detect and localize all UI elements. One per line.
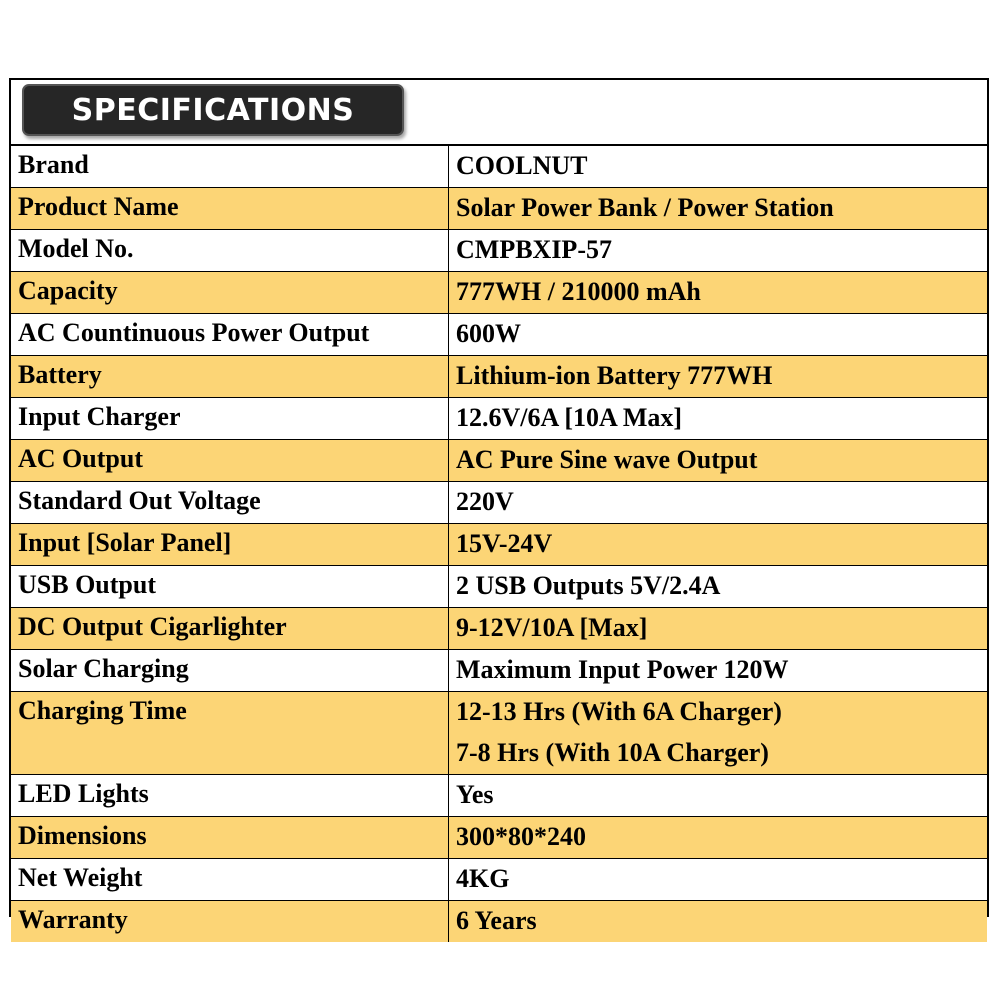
spec-value-line: CMPBXIP-57	[456, 235, 612, 264]
spec-row	[11, 230, 987, 272]
spec-label: Solar Charging	[11, 650, 449, 692]
spec-row	[11, 314, 987, 356]
spec-value	[449, 566, 988, 608]
spec-value	[449, 230, 988, 272]
header-row	[11, 80, 987, 146]
specifications-table	[11, 146, 987, 942]
spec-row	[11, 188, 987, 230]
specifications-badge	[22, 84, 404, 136]
spec-row	[11, 146, 987, 188]
spec-value-line: COOLNUT	[456, 151, 588, 180]
spec-row	[11, 566, 987, 608]
spec-value	[449, 692, 988, 775]
spec-value-line: 12.6V/6A [10A Max]	[456, 403, 683, 432]
spec-value	[449, 356, 988, 398]
spec-label: AC Output	[11, 440, 449, 482]
spec-value-line: 600W	[456, 319, 521, 348]
spec-label: AC Countinuous Power Output	[11, 314, 449, 356]
spec-value	[449, 524, 988, 566]
spec-value	[449, 398, 988, 440]
spec-value-line: 220V	[456, 487, 514, 516]
spec-label: Model No.	[11, 230, 449, 272]
specifications-table-body	[11, 146, 987, 942]
spec-label: Product Name	[11, 188, 449, 230]
spec-value-line: 777WH / 210000 mAh	[456, 277, 701, 306]
spec-value-line: Solar Power Bank / Power Station	[456, 193, 834, 222]
spec-value	[449, 608, 988, 650]
spec-value-line: 2 USB Outputs 5V/2.4A	[456, 571, 721, 600]
spec-row	[11, 901, 987, 943]
spec-value-line: 9-12V/10A [Max]	[456, 613, 648, 642]
spec-value	[449, 272, 988, 314]
spec-value-line: 15V-24V	[456, 529, 553, 558]
spec-label: Net Weight	[11, 859, 449, 901]
spec-row	[11, 398, 987, 440]
spec-label: Brand	[11, 146, 449, 188]
spec-row	[11, 440, 987, 482]
spec-row	[11, 650, 987, 692]
spec-row	[11, 356, 987, 398]
spec-label: Input [Solar Panel]	[11, 524, 449, 566]
spec-row	[11, 272, 987, 314]
spec-value-line: Lithium-ion Battery 777WH	[456, 361, 773, 390]
spec-label: Capacity	[11, 272, 449, 314]
spec-value	[449, 817, 988, 859]
spec-label: Input Charger	[11, 398, 449, 440]
spec-row	[11, 692, 987, 775]
spec-row	[11, 859, 987, 901]
spec-row	[11, 608, 987, 650]
spec-label: USB Output	[11, 566, 449, 608]
spec-row	[11, 775, 987, 817]
spec-value-line: Yes	[456, 780, 494, 809]
spec-label: Charging Time	[11, 692, 449, 775]
spec-value	[449, 482, 988, 524]
spec-value-line: 4KG	[456, 864, 510, 893]
spec-value	[449, 901, 988, 943]
spec-value-line: 300*80*240	[456, 822, 586, 851]
spec-label: Battery	[11, 356, 449, 398]
spec-value	[449, 440, 988, 482]
spec-row	[11, 482, 987, 524]
spec-value	[449, 314, 988, 356]
spec-value	[449, 650, 988, 692]
specifications-panel	[9, 78, 989, 935]
spec-value	[449, 775, 988, 817]
spec-value-line: AC Pure Sine wave Output	[456, 445, 758, 474]
spec-value	[449, 146, 988, 188]
spec-label: Warranty	[11, 901, 449, 943]
spec-value-line: 6 Years	[456, 906, 537, 935]
spec-value-line: 12-13 Hrs (With 6A Charger)	[456, 697, 782, 726]
spec-label: LED Lights	[11, 775, 449, 817]
spec-row	[11, 817, 987, 859]
spec-value	[449, 188, 988, 230]
spec-row	[11, 524, 987, 566]
spec-value	[449, 859, 988, 901]
spec-label: DC Output Cigarlighter	[11, 608, 449, 650]
spec-value-line: 7-8 Hrs (With 10A Charger)	[456, 738, 769, 767]
spec-label: Dimensions	[11, 817, 449, 859]
spec-label: Standard Out Voltage	[11, 482, 449, 524]
specifications-title: SPECIFICATIONS	[71, 92, 355, 128]
spec-value-line: Maximum Input Power 120W	[456, 655, 789, 684]
